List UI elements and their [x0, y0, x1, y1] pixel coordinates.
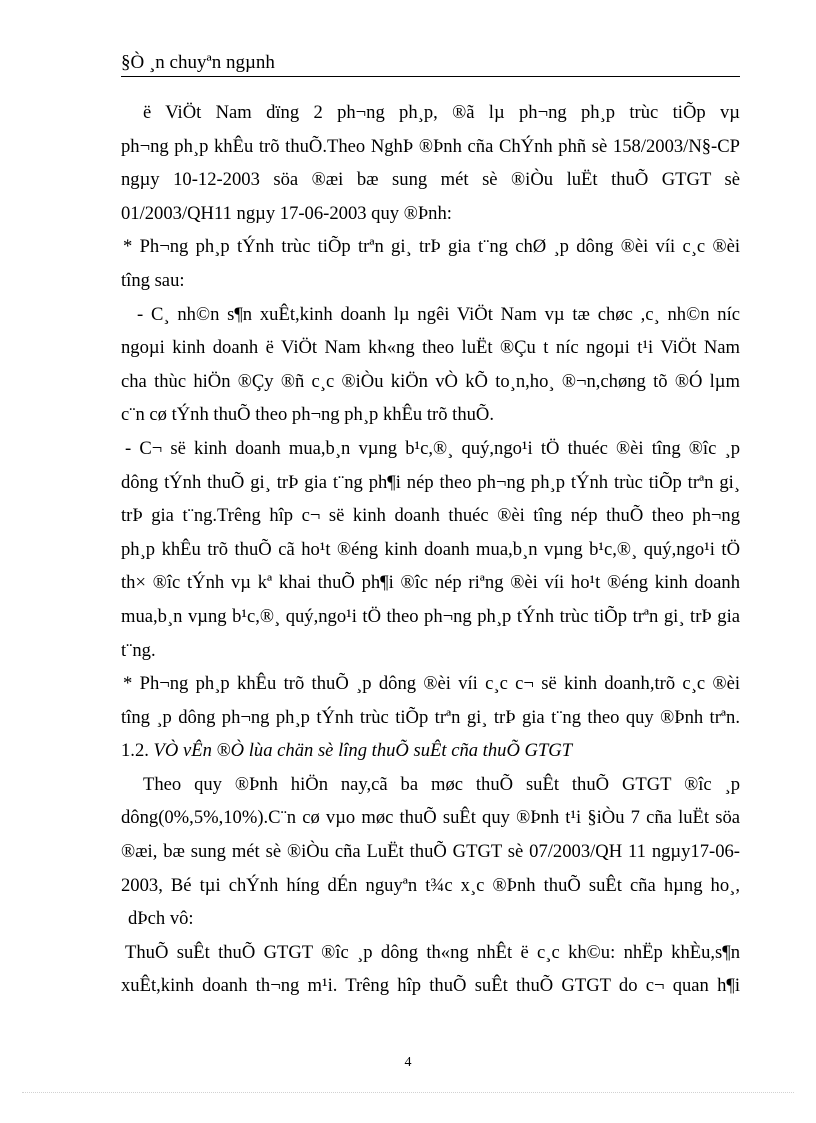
- text-line: tîng ¸p dông ph¬ng ph¸p tÝnh trùc tiÕp trªn gi¸ trÞ gia t¨ng theo quy ®Þnh trªn.: [121, 706, 740, 728]
- text-line: c¨n cø tÝnh thuÕ theo ph¬ng ph¸p khÊu trõ thuÕ.: [121, 404, 495, 426]
- page-number: 4: [404, 1055, 412, 1070]
- text-line: ngoµi kinh doanh ë ViÖt Nam kh«ng theo luËt ®Çu t níc ngoµi t¹i ViÖt Nam: [121, 337, 740, 359]
- header-title: §Ò ¸n chuyªn ngµnh: [121, 52, 275, 73]
- text-line: ph¬ng ph¸p khÊu trõ thuÕ.Theo NghÞ ®Þnh cña ChÝnh phñ sè 158/2003/N§-CP: [121, 135, 740, 157]
- section-number: 1.2.: [121, 740, 149, 762]
- page-edge-divider: [22, 1092, 794, 1093]
- section-heading: [121, 734, 740, 768]
- text-line: cha thùc hiÖn ®Çy ®ñ c¸c ®iÒu kiÖn vÒ kÕ to¸n,ho¸ ®¬n,chøng tõ ®Ó lµm: [121, 370, 740, 392]
- text-line: ph¸p khÊu trõ thuÕ cã ho¹t ®éng kinh doanh mua,b¸n vµng b¹c,®¸ quý,ngo¹i tÖ: [121, 538, 740, 560]
- text-line: * Ph¬ng ph¸p khÊu trõ thuÕ ¸p dông ®èi víi c¸c c¬ së kinh doanh,trõ c¸c ®èi: [123, 673, 740, 695]
- text-line: mua,b¸n vµng b¹c,®¸ quý,ngo¹i tÖ theo ph¬ng ph¸p tÝnh trùc tiÕp trªn gi¸ trÞ gia: [121, 605, 740, 627]
- text-line: 2003, Bé tµi chÝnh híng dÉn nguyªn t¾c x¸c ®Þnh thuÕ suÊt cña hµng ho¸,: [121, 874, 740, 896]
- text-line: xuÊt,kinh doanh th¬ng m¹i. Trêng hîp thuÕ suÊt thuÕ GTGT do c¬ quan h¶i: [121, 975, 740, 997]
- text-line: ®æi, bæ sung mét sè ®iÒu cña LuËt thuÕ GTGT sè 07/2003/QH 11 ngµy17-06-: [121, 841, 740, 863]
- text-line: dông(0%,5%,10%).C¨n cø vµo møc thuÕ suÊt quy ®Þnh t¹i §iÒu 7 cña luËt söa: [121, 807, 740, 829]
- text-line: tîng sau:: [121, 269, 185, 291]
- document-body: [121, 96, 740, 1003]
- text-line: 01/2003/QH11 ngµy 17-06-2003 quy ®Þnh:: [121, 202, 452, 224]
- text-line: dông tÝnh thuÕ gi¸ trÞ gia t¨ng ph¶i nép theo ph¬ng ph¸p tÝnh trùc tiÕp trªn gi¸: [121, 471, 740, 493]
- page-header: [121, 50, 740, 77]
- text-line: ThuÕ suÊt thuÕ GTGT ®îc ¸p dông th«ng nhÊt ë c¸c kh©u: nhËp khÈu,s¶n: [125, 941, 740, 963]
- text-line: dÞch vô:: [128, 908, 194, 930]
- text-line: - C¸ nh©n s¶n xuÊt,kinh doanh lµ ngêi ViÖt Nam vµ tæ chøc ,c¸ nh©n níc: [137, 303, 740, 325]
- text-line: ngµy 10-12-2003 söa ®æi bæ sung mét sè ®iÒu luËt thuÕ GTGT sè: [121, 169, 740, 191]
- text-line: trÞ gia t¨ng.Trêng hîp c¬ së kinh doanh thuéc ®èi tîng nép thuÕ theo ph¬ng: [121, 505, 740, 527]
- text-line: t¨ng.: [121, 639, 156, 661]
- text-line: ë ViÖt Nam dïng 2 ph¬ng ph¸p, ®ã lµ ph¬ng ph¸p trùc tiÕp vµ: [143, 102, 740, 123]
- section-title: VÒ vÊn ®Ò lùa chän sè lîng thuÕ suÊt cña thuÕ GTGT: [153, 740, 573, 762]
- text-line: Theo quy ®Þnh hiÖn nay,cã ba møc thuÕ suÊt thuÕ GTGT ®îc ¸p: [143, 773, 740, 795]
- text-line: - C¬ së kinh doanh mua,b¸n vµng b¹c,®¸ quý,ngo¹i tÖ thuéc ®èi tîng ®îc ¸p: [125, 437, 740, 459]
- text-line: * Ph¬ng ph¸p tÝnh trùc tiÕp trªn gi¸ trÞ gia t¨ng chØ ¸p dông ®èi víi c¸c ®èi: [123, 236, 740, 258]
- text-line: th× ®îc tÝnh vµ kª khai thuÕ ph¶i ®îc nép riªng ®èi víi ho¹t ®éng kinh doanh: [121, 572, 740, 594]
